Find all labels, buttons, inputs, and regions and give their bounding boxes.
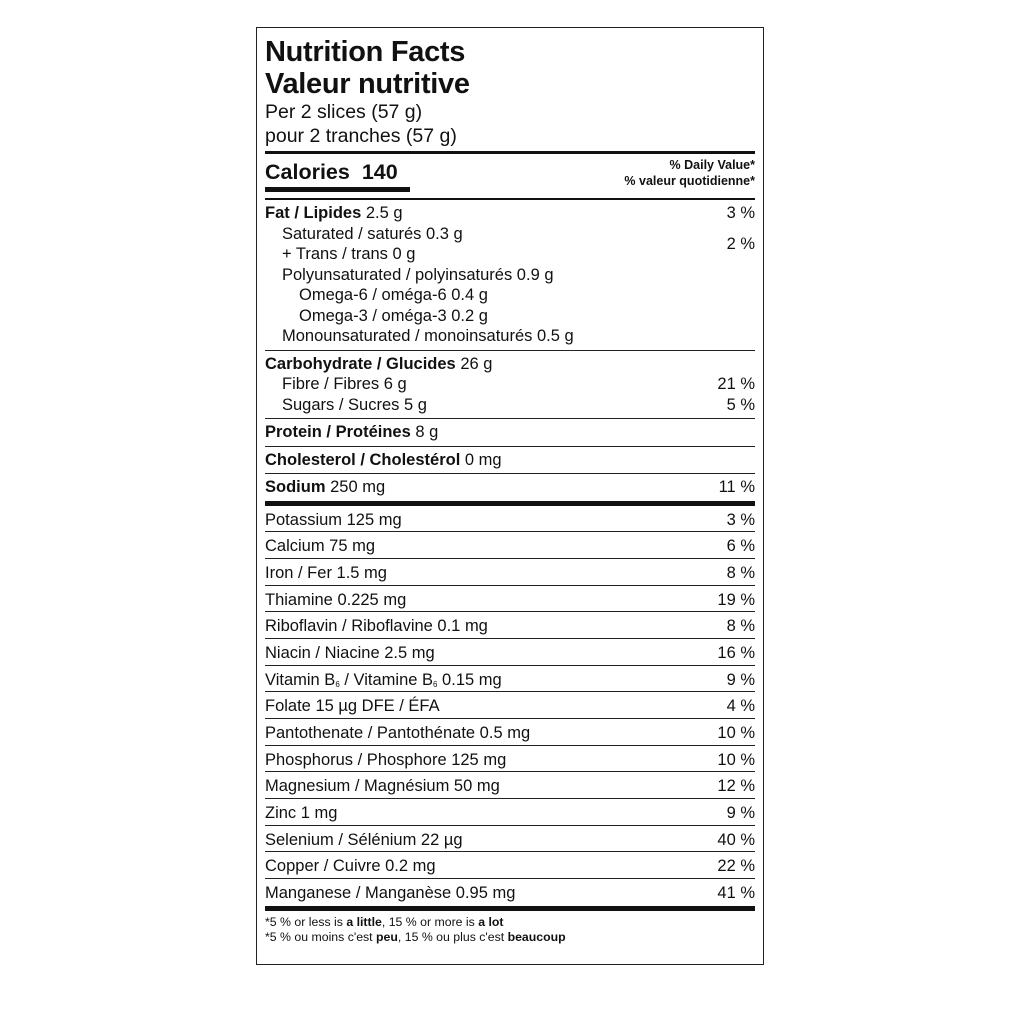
nutrient-row-copper	[265, 852, 755, 879]
nutrient-dv: 19 %	[717, 590, 755, 609]
nutrient-row-phosphorus	[265, 746, 755, 773]
footnote-fr-d: beaucoup	[507, 930, 566, 945]
footnote-en-c: , 15 % or more is	[381, 914, 479, 929]
protein-row	[265, 422, 755, 443]
footnote-fr-c: , 15 % ou plus c'est	[397, 930, 508, 945]
sodium-block	[265, 474, 755, 501]
nutrient-name: Thiamine 0.225 mg	[265, 590, 407, 609]
serving-size-en: Per 2 slices (57 g)	[265, 101, 423, 123]
nutrient-row-pantothenate	[265, 719, 755, 746]
nutrient-name: Copper / Cuivre 0.2 mg	[265, 857, 436, 876]
nutrient-row-riboflavin	[265, 612, 755, 639]
sodium-row	[265, 477, 755, 498]
fat-amount: 2.5 g	[365, 204, 403, 222]
nutrient-row-iron	[265, 559, 755, 586]
sodium-dv: 11 %	[718, 478, 755, 496]
nutrient-name: Manganese / Manganèse 0.95 mg	[265, 884, 516, 903]
nutrient-dv: 10 %	[717, 724, 755, 742]
calories-underline	[265, 187, 410, 192]
protein-block	[265, 419, 755, 446]
nutrient-dv: 22 %	[717, 857, 755, 876]
nutrient-dv: 40 %	[717, 830, 755, 849]
nutrient-dv: 8 %	[726, 617, 755, 636]
vitamin-b6-text-b: / Vitamine B	[339, 670, 434, 689]
monounsaturated-row: Monounsaturated / monoinsaturés 0.5 g	[282, 327, 574, 345]
trans-row: + Trans / trans 0 g	[282, 245, 416, 263]
calories	[265, 159, 398, 185]
nutrient-dv: 9 %	[726, 804, 755, 823]
footnote-en	[265, 915, 755, 931]
vitamin-b6-subscript-a: 6	[335, 679, 340, 689]
nutrient-row-niacin	[265, 639, 755, 666]
nutrient-name: Selenium / Sélénium 22 µg	[265, 830, 463, 849]
label-inner	[265, 36, 755, 946]
carb-amount: 26 g	[460, 354, 493, 373]
fat-dv: 3 %	[726, 204, 755, 222]
cholesterol-row	[265, 450, 755, 471]
fat-row	[265, 203, 755, 224]
sugars-label: Sugars / Sucres 5 g	[282, 395, 427, 414]
nutrient-name: Potassium 125 mg	[265, 510, 402, 529]
omega3-row: Omega-3 / oméga-3 0.2 g	[299, 306, 488, 325]
nutrient-dv: 8 %	[726, 563, 755, 582]
nutrient-name: Calcium 75 mg	[265, 537, 376, 556]
nutrient-row-folate	[265, 692, 755, 719]
cholesterol-label: Cholesterol / Cholestérol	[265, 450, 461, 469]
nutrient-row-calcium	[265, 532, 755, 559]
footnote-en-a: *5 % or less is	[265, 914, 347, 929]
vitamin-b6-text-c: 0.15 mg	[437, 670, 502, 689]
cholesterol-block	[265, 447, 755, 474]
nutrient-name: Phosphorus / Phosphore 125 mg	[265, 750, 507, 769]
daily-value-heading-en: % Daily Value*	[669, 158, 755, 172]
footnote-fr	[265, 930, 755, 946]
nutrient-name: Pantothenate / Pantothénate 0.5 mg	[265, 724, 531, 742]
fibre-dv: 21 %	[717, 375, 755, 393]
carb-label: Carbohydrate / Glucides	[265, 354, 456, 373]
footnote	[265, 911, 755, 946]
fat-block	[265, 200, 755, 350]
nutrient-name: Magnesium / Magnésium 50 mg	[265, 777, 500, 796]
nutrient-row-manganese	[265, 879, 755, 906]
nutrient-dv: 10 %	[717, 750, 755, 769]
sodium-label: Sodium	[265, 478, 326, 496]
footnote-en-d: a lot	[478, 914, 504, 929]
fat-label: Fat / Lipides	[265, 204, 362, 222]
nutrition-facts-label	[256, 27, 764, 965]
sat-trans-group	[265, 224, 755, 265]
calories-row	[265, 154, 755, 198]
vitamin-b6-text-a: Vitamin B	[265, 670, 336, 689]
nutrient-row-potassium	[265, 506, 755, 533]
sodium-amount: 250 mg	[330, 478, 386, 496]
nutrient-dv: 16 %	[717, 643, 755, 662]
nutrient-dv: 4 %	[726, 697, 755, 716]
nutrient-dv: 3 %	[726, 510, 755, 529]
nutrient-name: Folate 15 µg DFE / ÉFA	[265, 697, 440, 716]
sugars-dv: 5 %	[726, 395, 755, 414]
nutrient-dv: 6 %	[726, 537, 755, 556]
protein-label: Protein / Protéines	[265, 423, 411, 441]
nutrient-name: Niacin / Niacine 2.5 mg	[265, 643, 435, 662]
sat-trans-dv: 2 %	[726, 234, 755, 253]
nutrient-dv: 12 %	[717, 777, 755, 796]
calories-label: Calories	[265, 160, 350, 184]
nutrient-row-vitamin-b6	[265, 666, 755, 693]
polyunsaturated-row: Polyunsaturated / polyinsaturés 0.9 g	[282, 265, 554, 284]
carb-block	[265, 351, 755, 419]
calories-value: 140	[361, 160, 398, 184]
nutrient-name: Iron / Fer 1.5 mg	[265, 563, 387, 582]
nutrient-dv: 9 %	[726, 670, 755, 689]
nutrient-row-zinc	[265, 799, 755, 826]
nutrient-name: Zinc 1 mg	[265, 804, 338, 823]
footnote-en-b: a little	[346, 914, 382, 929]
nutrient-row-selenium	[265, 826, 755, 853]
nutrient-row-thiamine	[265, 586, 755, 613]
nutrient-name: Riboflavin / Riboflavine 0.1 mg	[265, 617, 488, 636]
cholesterol-amount: 0 mg	[464, 450, 502, 469]
nutrient-dv: 41 %	[717, 884, 755, 903]
sugars-row	[265, 395, 755, 416]
fibre-label: Fibre / Fibres 6 g	[282, 375, 407, 393]
nutrient-name	[265, 671, 502, 689]
saturated-row: Saturated / saturés 0.3 g	[282, 224, 463, 243]
protein-amount: 8 g	[415, 423, 439, 441]
footnote-fr-b: peu	[376, 930, 398, 945]
serving-size-fr: pour 2 tranches (57 g)	[265, 125, 457, 147]
title-en: Nutrition Facts	[265, 36, 466, 68]
vitamins-minerals-list	[265, 506, 755, 906]
daily-value-heading	[624, 158, 755, 189]
footnote-fr-a: *5 % ou moins c'est	[265, 930, 377, 945]
vitamin-b6-subscript-b: 6	[433, 679, 438, 689]
title-fr: Valeur nutritive	[265, 68, 470, 100]
nutrient-row-magnesium	[265, 772, 755, 799]
fibre-row	[265, 374, 755, 395]
omega6-row: Omega-6 / oméga-6 0.4 g	[299, 286, 488, 304]
carb-row	[265, 354, 755, 375]
daily-value-heading-fr: % valeur quotidienne*	[624, 173, 755, 188]
